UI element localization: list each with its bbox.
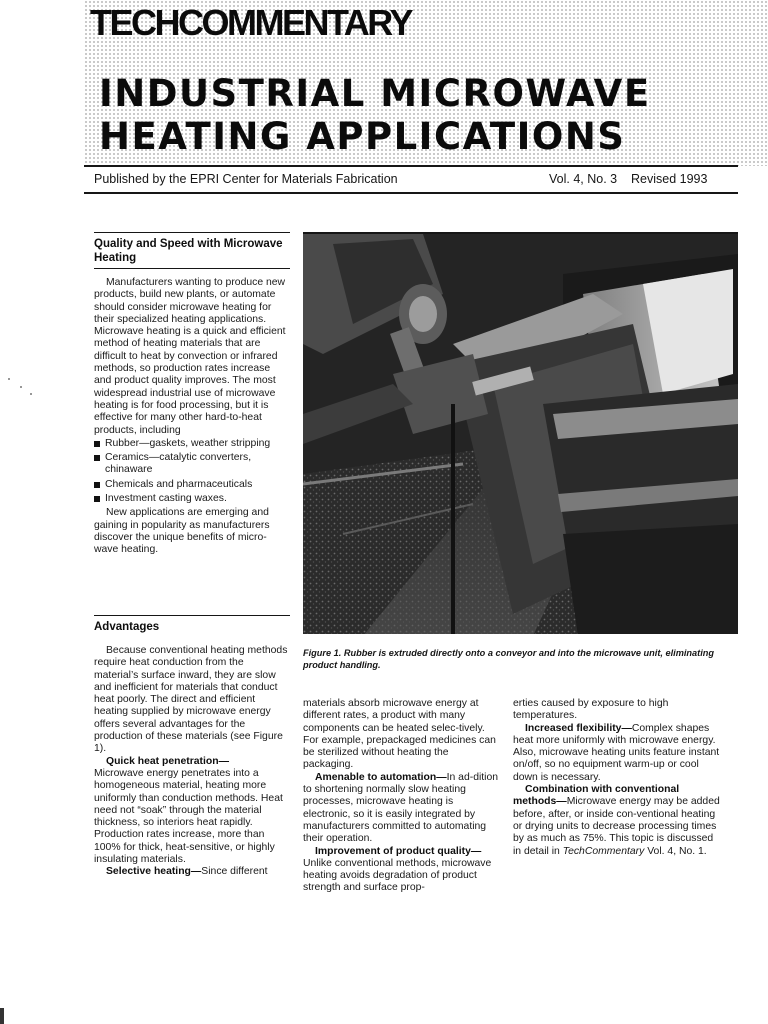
figure-1-caption [303,648,723,671]
section-quality-body [94,277,290,557]
bullet-chemicals: Chemicals and pharmaceuticals [94,479,290,491]
bullet-waxes: Investment casting waxes. [94,493,290,505]
bullet-square-icon [94,455,100,461]
flexibility-paragraph: Increased flexibility—Complex shapes heat more uniformly with microwave energy. Also, microwave heating units feature instant on/off, so no equipment warm-up or cool down is necessary. [513,722,720,783]
page-title-line-2: HEATING APPLICATIONS [99,115,626,158]
combination-title: Combination with conventional methods— [513,784,680,808]
bullet-square-icon [94,482,100,488]
selective-heating-title: Selective heating— [106,866,202,878]
header-rule-top [84,165,738,167]
bullet-square-icon [94,496,100,502]
section-advantages-body [94,645,290,879]
automation-paragraph: Amenable to automation—In ad-dition to shortening normally slow heating processes, microwave heating is electronic, so it is easily integrated by manufacturers committed to automating their operation. [303,771,499,845]
automation-title: Amenable to automation— [315,771,447,783]
column-3-body [513,698,723,858]
quick-heat-title: Quick heat penetration— [106,755,229,767]
combination-paragraph: Combination with conventional methods—Microwave energy may be added before, after, or inside con-ventional heating or drying units to decrease processing times by as much as 75%. This topic is discussed in detail in TechCommentary Vol. 4, No. 1. [513,784,720,857]
bullet-rubber: Rubber—gaskets, weather stripping [94,438,290,450]
revised-date: Revised 1993 [631,172,708,186]
quick-heat-body: Microwave energy penetrates into a homogeneous material, heating more uniformly than conduction methods. Heat need not “soak” through the material thickness, so interiors heat rapidly. Production rates increase, more than 100% for thick, heat-sensitive, or highly insulating materials. [94,767,283,866]
product-quality-body: Unlike conventional methods, microwave heating avoids degradation of product strength and surface prop- [303,857,492,894]
section-heading-quality: Quality and Speed with Microwave Heating [94,232,290,269]
bullet-square-icon [94,441,100,447]
brand-logo: TECHCOMMENTARY [90,2,411,43]
scan-speck [30,393,32,395]
quick-heat-paragraph [94,756,290,768]
scan-speck [20,386,22,388]
quality-intro-paragraph: Manufacturers wanting to produce new products, build new plants, or automate should consider microwave heating for their specialized heating applications. Microwave heating is a quick and efficient method of heating materials that are difficult to heat by convection or infrared methods, so production rates increase and product quality improves. The most widespread industrial use of microwave heating is for food processing, but it is effective for many other hard-to-heat products, including [94,277,286,436]
quality-closing-paragraph: New applications are emerging and gaining in popularity as manufacturers discover the unique benefits of micro-wave heating. [94,507,270,556]
publisher-line: Published by the EPRI Center for Materials Fabrication [94,172,398,186]
page-title-line-1: INDUSTRIAL MICROWAVE [99,72,651,115]
extruder-conveyor-photo [303,234,738,634]
figure-1-photo [303,232,738,634]
section-heading-advantages: Advantages [94,615,290,637]
figure-label: Figure 1. [303,648,342,658]
product-quality-paragraph [303,846,499,858]
bullet-ceramics: Ceramics—catalytic converters, chinaware [94,452,290,477]
advantages-intro-paragraph: Because conventional heating methods require heat conduction from the material’s surface inward, they are slow and inefficient for materials that conduct heat poorly. The direct and efficient heating supplied by microwave energy offers several advantages for the production of these materials (see Figure 1). [94,645,288,755]
product-quality-title: Improvement of product quality— [315,845,482,857]
techcommentary-reference: TechCommentary [562,845,645,857]
header-rule-bottom [84,192,738,194]
flexibility-title: Increased flexibility— [525,722,632,734]
figure-caption-text: Rubber is extruded directly onto a conveyor and into the microwave unit, eliminating product handling. [303,648,714,670]
scan-speck [8,378,10,380]
scan-binding-mark [0,1008,4,1024]
product-quality-continued: erties caused by exposure to high temperatures. [513,698,669,722]
product-bullet-list [94,438,290,505]
selective-heating-paragraph: Selective heating—Since different [106,866,268,878]
column-2-body [303,698,499,895]
volume-number: Vol. 4, No. 3 [549,172,618,186]
selective-heating-continued: materials absorb microwave energy at different rates, a product with many components can be heated selec-tively. For example, prepackaged medicines can be sterilized without heating the packaging. [303,698,496,771]
